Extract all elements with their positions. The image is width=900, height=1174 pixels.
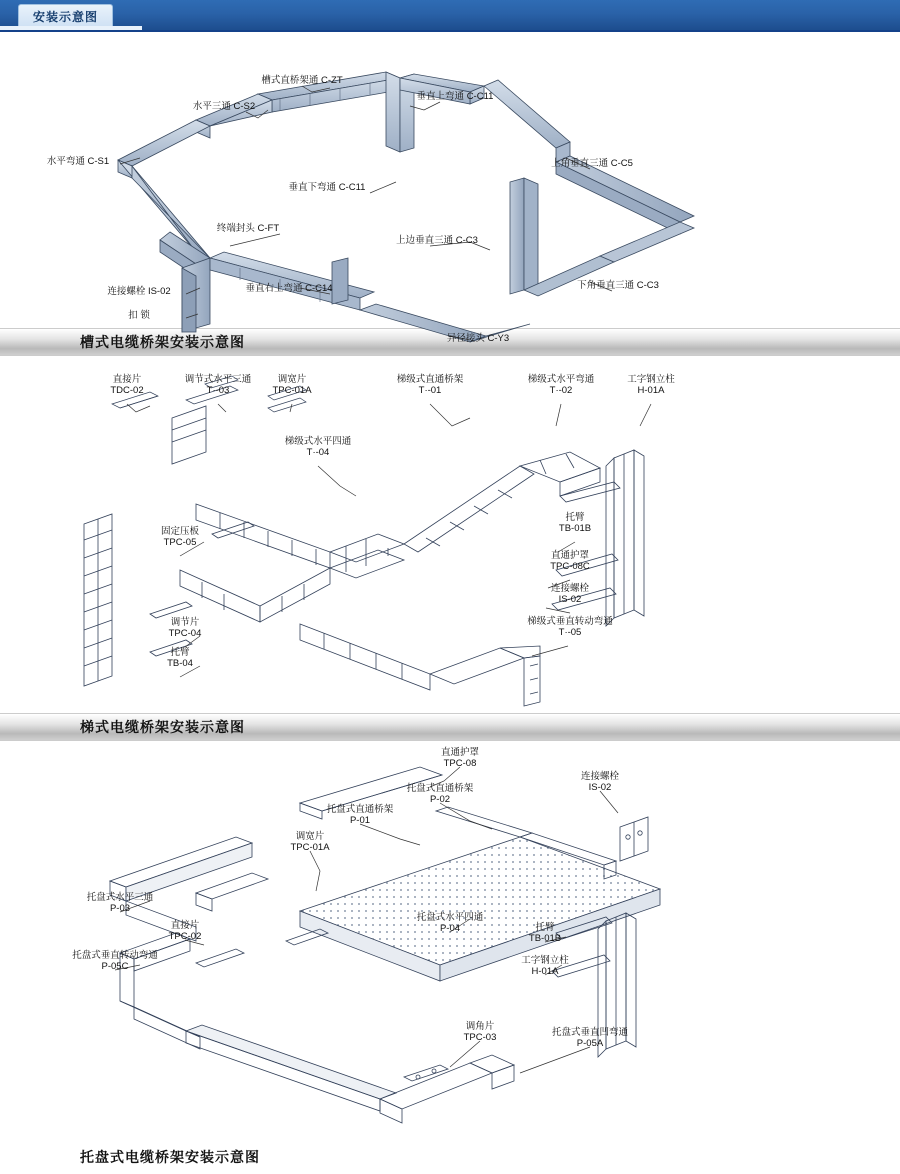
label-horizontal-elbow: 水平弯通 C-S1 <box>46 156 110 167</box>
label-tray-horizontal-tee-p03: 托盘式水平三通 P-03 <box>86 892 154 914</box>
label-tray-straight-p02: 托盘式直通桥架 P-02 <box>406 783 474 805</box>
label-connecting-bolt-tray: 连接螺栓 IS-02 <box>580 771 620 793</box>
tab-label: 安装示意图 <box>33 9 99 24</box>
label-adjust-plate-tpc04: 调节片 TPC-04 <box>168 617 202 639</box>
label-i-beam-column-tray: 工字钢立柱 H-01A <box>521 955 569 977</box>
label-vertical-right-up-elbow: 垂直右上弯通 C-C14 <box>245 283 333 294</box>
figure-ladder-cable-tray <box>0 356 900 713</box>
label-tray-vertical-rotating-elbow: 托盘式垂直转动弯通 P-05C <box>72 950 158 972</box>
ladder-diagram-svg <box>0 356 900 713</box>
label-connecting-bolt-is02: 连接螺栓 IS-02 <box>550 583 590 605</box>
label-vertical-down-elbow: 垂直下弯通 C-C11 <box>288 182 366 193</box>
label-horizontal-tee: 水平三通 C-S2 <box>192 101 256 112</box>
caption-trough: 槽式电缆桥架安装示意图 <box>80 334 245 350</box>
label-upper-side-vertical-tee: 上边垂直三通 C-C3 <box>396 235 478 246</box>
caption-tray: 托盘式电缆桥架安装示意图 <box>80 1149 260 1165</box>
header-tab-bar <box>0 0 900 32</box>
label-vertical-up-elbow: 垂直上弯通 C-C11 <box>416 91 494 102</box>
label-ladder-vertical-rotating-elbow: 梯级式垂直转动弯通 T·-05 <box>527 616 613 638</box>
label-tray-vertical-concave-elbow: 托盘式垂直凹弯通 P-05A <box>551 1027 629 1049</box>
label-bracket-tb04: 托臂 TB-04 <box>167 647 193 669</box>
label-end-cap: 终端封头 C-FT <box>216 223 280 234</box>
label-splice-plate-tpc02: 直接片 TPC-02 <box>168 920 202 942</box>
section-trough <box>0 32 900 356</box>
label-ladder-straight-tray: 梯级式直通桥架 T·-01 <box>396 374 464 396</box>
label-adjustable-horizontal-tee: 调节式水平三通 T·-03 <box>184 374 252 396</box>
trough-diagram-svg <box>0 32 900 328</box>
label-splice-plate-tdc02: 直接片 TDC-02 <box>110 374 144 396</box>
label-angle-plate-tpc03: 调角片 TPC-03 <box>463 1021 497 1043</box>
caption-ladder: 梯式电缆桥架安装示意图 <box>80 719 245 735</box>
label-width-adjust-plate: 调宽片 TPC-01A <box>272 374 312 396</box>
label-lower-corner-vertical-tee: 下角垂直三通 C-C3 <box>577 280 659 291</box>
label-trough-straight-tray: 槽式直桥架通 C-ZT <box>261 75 343 86</box>
tab-underline <box>0 26 142 30</box>
label-tray-straight-p01: 托盘式直通桥架 P-01 <box>326 804 394 826</box>
label-tray-horizontal-cross-p04: 托盘式水平四通 P-04 <box>416 912 484 934</box>
label-reducer: 异径接头 C-Y3 <box>446 333 510 344</box>
label-i-beam-column: 工字钢立柱 H-01A <box>627 374 675 396</box>
label-bracket-tb01b: 托臂 TB-01B <box>558 512 592 534</box>
figure-tray-cable-tray <box>0 741 900 1141</box>
label-ladder-horizontal-cross: 梯级式水平四通 T·-04 <box>284 436 352 458</box>
caption-bar-ladder <box>0 713 900 741</box>
label-fixing-clamp-plate: 固定压板 TPC-05 <box>160 526 200 548</box>
label-straight-cover: 直通护罩 TPC-08C <box>550 550 590 572</box>
caption-bar-tray <box>0 1141 900 1167</box>
label-latch-lock: 扣 锁 <box>128 310 150 321</box>
section-ladder <box>0 356 900 741</box>
label-upper-corner-vertical-tee: 上角垂直三通 C-C5 <box>551 158 633 169</box>
label-ladder-horizontal-elbow: 梯级式水平弯通 T·-02 <box>527 374 595 396</box>
section-tray <box>0 741 900 1167</box>
tab-installation-diagram[interactable] <box>18 4 113 27</box>
label-bracket-tray-tb01b: 托臂 TB-01B <box>528 922 562 944</box>
label-straight-cover-tpc08: 直通护罩 TPC-08 <box>440 747 480 769</box>
label-connecting-bolt: 连接螺栓 IS-02 <box>107 286 171 297</box>
label-width-plate-tpc01a: 调宽片 TPC-01A <box>290 831 330 853</box>
